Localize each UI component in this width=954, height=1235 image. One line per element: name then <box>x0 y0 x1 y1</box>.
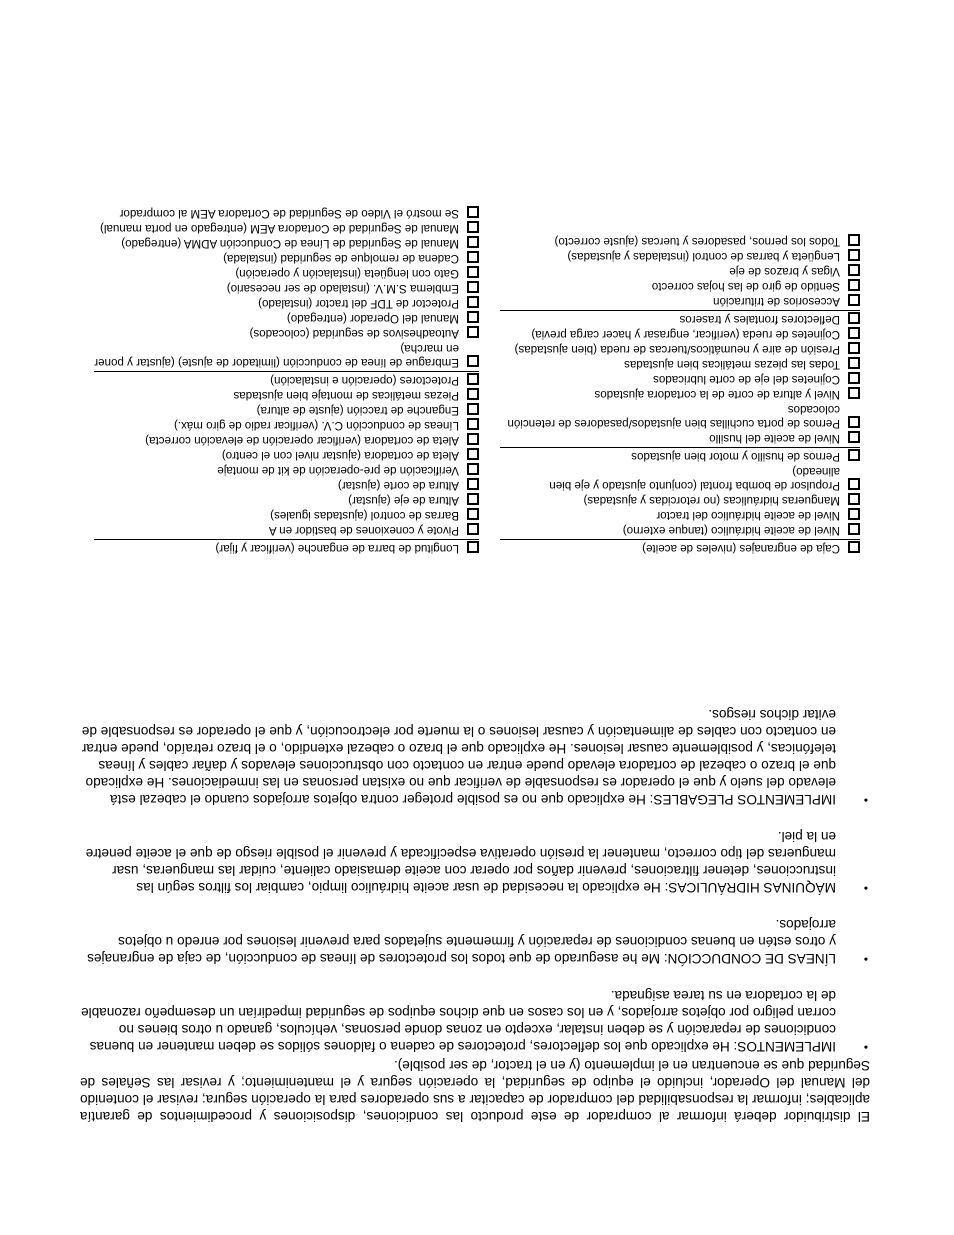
checkbox-icon[interactable] <box>467 266 479 278</box>
checkbox-icon[interactable] <box>467 403 479 415</box>
safety-bullet-text: IMPLEMENTOS PLEGABLES: He explicado que no es posible proteger contra objetos arrojados cuando el cabezal está elevado del suelo y que el operador es responsable de verificar que no existan personas en las inmediaciones. He explicado que el brazo o cabezal de cortadora elevado puede entrar en contacto con obstrucciones elevados y dañar cables y líneas telefónicas, y posiblemente causar lesiones. He explicado que el brazo o cabezal extendido, o el brazo retraído, puede entrar en contacto con cables de alimentación y causar lesiones o la muerte por electrocución, y que el operador es responsable de evitar dichos riesgos. <box>81 707 836 807</box>
checklist-item-label: Sentido de giro de las hojas correcto <box>651 280 840 293</box>
checkbox-icon[interactable] <box>848 478 860 490</box>
bullet-dot-icon: • <box>863 1040 868 1054</box>
checklist-group <box>94 206 479 387</box>
checklist-item[interactable] <box>500 342 860 356</box>
checkbox-icon[interactable] <box>467 388 479 400</box>
checklist-item[interactable] <box>500 234 860 248</box>
checklist-item-label: Vigas y brazos de eje <box>729 265 840 278</box>
checkbox-icon[interactable] <box>848 342 860 354</box>
checklist-item-label: Manual de Seguridad de Línea de Conducción ADMA (entregado) <box>121 237 459 250</box>
checklist-item-label: Pernos de porta cuchillas bien ajustados/pasadores de retención colocados <box>507 403 840 430</box>
checklist-item-label: Verificación de pre-operación de kit de montaje <box>217 464 459 477</box>
checklist-item-label: Aleta de cortadora (ajustar nivel con el centro) <box>221 449 459 462</box>
checkbox-icon[interactable] <box>848 372 860 384</box>
checklist-item-label: Protector de TDF del tractor (instalado) <box>258 297 459 310</box>
checklist-item-label: Altura de eje (ajustar) <box>348 494 459 507</box>
checkbox-icon[interactable] <box>848 357 860 369</box>
checklist-column-left <box>500 233 860 555</box>
safety-bullet-text: IMPLEMENTOS: He explicado que los deflectores, protectores de cadena o faldones sólidos se deben mantener en buenas condiciones de reparación y se deben instalar, excepto en zonas donde personas, vehículos, ganado u otros bienes no corran peligro por objetos arrojados, y en los casos en que dichos equipos de seguridad impedirían un desempeño razonable de la cortadora en su tarea asignada. <box>81 988 836 1054</box>
safety-bullet <box>80 916 870 967</box>
checkbox-icon[interactable] <box>848 508 860 520</box>
bullet-dot-icon: • <box>863 952 868 966</box>
checklist-item[interactable] <box>94 281 479 295</box>
checkbox-icon[interactable] <box>467 541 479 553</box>
checkbox-icon[interactable] <box>467 326 479 338</box>
checklist-group <box>500 327 860 463</box>
checklist-item-label: Cojinetes del eje de corte lubricados <box>653 373 840 386</box>
checklist-item-label: Presión de aire y neumáticos/tuercas de rueda (bien ajustadas) <box>514 343 840 356</box>
checklist-item[interactable] <box>500 357 860 371</box>
checkbox-icon[interactable] <box>848 234 860 246</box>
checkbox-icon[interactable] <box>467 463 479 475</box>
checklist-item[interactable] <box>94 311 479 325</box>
checklist-item[interactable] <box>94 341 479 369</box>
safety-bullet <box>80 828 870 896</box>
checklist-item[interactable] <box>500 508 860 522</box>
checklist-item[interactable] <box>94 266 479 280</box>
checkbox-icon[interactable] <box>467 373 479 385</box>
checklist-item[interactable] <box>94 508 479 522</box>
bullet-dot-icon: • <box>863 881 868 895</box>
checklist-item-label: Nivel de aceite del husillo <box>709 432 840 445</box>
checkbox-icon[interactable] <box>467 508 479 520</box>
checklist-item-label: Todas las piezas metálicas bien ajustadas <box>624 358 840 371</box>
checklist-item[interactable] <box>500 279 860 293</box>
checklist-item[interactable] <box>94 463 479 477</box>
checkbox-icon[interactable] <box>848 312 860 324</box>
checklist-group-header[interactable] <box>500 310 860 326</box>
checklist-item-label: Enganche de tracción (ajuste de altura) <box>256 404 459 417</box>
checkbox-icon[interactable] <box>848 327 860 339</box>
checklist-item-label: Caja de engranajes (niveles de aceite) <box>642 542 840 555</box>
checkbox-icon[interactable] <box>467 523 479 535</box>
checklist-item[interactable] <box>94 433 479 447</box>
checklist-item-label: Deflectores frontales y traseros <box>679 313 840 326</box>
checklist-item[interactable] <box>500 264 860 278</box>
checklist-item-label: Embrague de línea de conducción (limitador de ajuste) (ajustar y poner en marcha) <box>94 342 459 369</box>
checklist-item-label: Manual de Seguridad de Cortadora AEM (entregado en porta manual) <box>100 222 459 235</box>
checkbox-icon[interactable] <box>467 281 479 293</box>
checkbox-icon[interactable] <box>467 433 479 445</box>
checklist-item-label: Pivote y conexiones de bastidor en A <box>268 524 459 537</box>
safety-bullet-list <box>80 686 870 1055</box>
checklist-item-label: Autoadhesivos de seguridad (colocados) <box>249 327 459 340</box>
checklist-item[interactable] <box>500 464 860 492</box>
checklist-item[interactable] <box>94 221 479 235</box>
intro-paragraph: El distribuidor deberá informar al comprador de este producto las condiciones, disposiciones y procedimientos de garantía aplicables; informar la responsabilidad del comprador de capacitar a sus operadores para la operación segura; revisar el contenido del Manual del Operador, incluido el equipo de seguridad, la operación segura y el mantenimiento; y revisar las Señales de Seguridad que se encuentran en el implemento (y en el tractor, de ser posible). <box>80 1058 870 1124</box>
checklist-group <box>500 234 860 326</box>
checklist-item[interactable] <box>500 523 860 537</box>
checklist-item[interactable] <box>500 294 860 308</box>
checkbox-icon[interactable] <box>848 449 860 461</box>
checklist-item-label: Accesorios de trituración <box>713 295 840 308</box>
checklist-group <box>94 388 479 555</box>
checklist-item-label: Mangueras hidráulicas (no retorcidas y ajustadas) <box>583 494 840 507</box>
checklist-item[interactable] <box>500 249 860 263</box>
checkbox-icon[interactable] <box>848 249 860 261</box>
checklist-group <box>500 464 860 555</box>
safety-bullet-text: LÍNEAS DE CONDUCCIÓN: Me he asegurado de que todos los protectores de líneas de conducción, de caja de engranajes y otros estén en buenas condiciones de reparación y firmemente sujetados para prevenir lesiones por enredo u objetos arrojados. <box>87 917 836 966</box>
checklist-item-label: Gato con lengüeta (instalación y operación) <box>235 267 459 280</box>
checklist-item-label: Longitud de barra de enganche (verificar y fijar) <box>215 542 459 555</box>
bullet-dot-icon: • <box>863 793 868 807</box>
checklist-column-right <box>94 205 479 555</box>
checklist-item-label: Cadena de remolque de seguridad (instalada) <box>223 252 459 265</box>
checklist-item[interactable] <box>94 418 479 432</box>
checklist-item-label: Propulsor de bomba frontal (conjunto ajustado y eje bien alineado) <box>549 465 840 492</box>
checklist-item-label: Emblema S.M.V. (instalado de ser necesario) <box>226 282 459 295</box>
safety-bullet <box>80 987 870 1055</box>
checklist-item-label: Pernos de husillo y motor bien ajustados <box>631 450 840 463</box>
checklist-item-label: Protectores (operación e instalación) <box>270 374 459 387</box>
safety-bullet-text: MÁQUINAS HIDRÁULICAS: He explicado la necesidad de usar aceite hidráulico limpio, cambiar los filtros según las instrucciones, detener filtraciones, prevenir daños por operar con aceite demasiado caliente, cuidar las mangueras, usar mangueras del tipo correcto, mantener la presión operativa especificada y prevenir el posible riesgo de que el aceite penetre en la piel. <box>85 829 836 895</box>
checklist-item-label: Piezas metálicas de montaje bien ajustadas <box>233 389 459 402</box>
checklist-item-label: Se mostró el Video de Seguridad de Cortadora AEM al comprador <box>119 207 459 220</box>
checklist-item[interactable] <box>500 493 860 507</box>
checklist-item-label: Todos los pernos, pasadores y tuercas (ajuste correcto) <box>554 235 840 248</box>
checklist-item[interactable] <box>94 326 479 340</box>
checkbox-icon[interactable] <box>848 387 860 399</box>
checkbox-icon[interactable] <box>848 279 860 291</box>
checklist-item[interactable] <box>94 251 479 265</box>
checklist-item-label: Nivel y altura de corte de la cortadora ajustados <box>594 388 840 401</box>
checklist-item-label: Nivel de aceite hidráulico (tanque externo) <box>622 524 840 537</box>
checklist-item[interactable] <box>94 388 479 402</box>
checklist-item-label: Cojinetes de rueda (verificar, engrasar y hacer carga previa) <box>531 328 840 341</box>
checklist-item-label: Nivel de aceite hidráulico del tractor <box>656 509 840 522</box>
checkbox-icon[interactable] <box>848 431 860 443</box>
checklist-item[interactable] <box>500 372 860 386</box>
safety-bullet <box>80 706 870 808</box>
checkbox-icon[interactable] <box>467 206 479 218</box>
checklist-item-label: Aleta de cortadora (verificar operación de elevación correcta) <box>145 434 459 447</box>
checklist-item[interactable] <box>94 236 479 250</box>
checkbox-icon[interactable] <box>467 355 479 367</box>
checklist-item[interactable] <box>94 296 479 310</box>
checkbox-icon[interactable] <box>848 294 860 306</box>
checklist-item[interactable] <box>94 403 479 417</box>
checkbox-icon[interactable] <box>467 478 479 490</box>
checklist-item[interactable] <box>94 448 479 462</box>
checklist-item-label: Barras de control (ajustadas iguales) <box>270 509 459 522</box>
checkbox-icon[interactable] <box>467 493 479 505</box>
checkbox-icon[interactable] <box>467 251 479 263</box>
checklist-group-header[interactable] <box>94 371 479 387</box>
checkbox-icon[interactable] <box>467 236 479 248</box>
checklist-group-header[interactable] <box>500 539 860 555</box>
checklist-group-header[interactable] <box>500 447 860 463</box>
checkbox-icon[interactable] <box>467 296 479 308</box>
checklist-item[interactable] <box>500 327 860 341</box>
checklist-item[interactable] <box>500 431 860 445</box>
checklist-item-label: Manual del Operador (entregado) <box>286 312 459 325</box>
checkbox-icon[interactable] <box>467 418 479 430</box>
checkbox-icon[interactable] <box>848 523 860 535</box>
checkbox-icon[interactable] <box>848 264 860 276</box>
checkbox-icon[interactable] <box>848 541 860 553</box>
checkbox-icon[interactable] <box>467 311 479 323</box>
checklist-item[interactable] <box>94 206 479 220</box>
checkbox-icon[interactable] <box>848 493 860 505</box>
checklist-item-label: Líneas de conducción C.V. (verificar radio de giro máx.) <box>173 419 459 432</box>
checklist-item-label: Altura de corte (ajustar) <box>337 479 459 492</box>
checklist-item[interactable] <box>94 478 479 492</box>
checkbox-icon[interactable] <box>848 416 860 428</box>
checkbox-icon[interactable] <box>467 221 479 233</box>
checklist-item[interactable] <box>94 493 479 507</box>
checklist-item[interactable] <box>94 523 479 537</box>
checklist-item[interactable] <box>500 402 860 430</box>
checklist-item-label: Lengüeta y barras de control (instaladas y ajustadas) <box>567 250 840 263</box>
checklist-item[interactable] <box>500 387 860 401</box>
checklist-group-header[interactable] <box>94 539 479 555</box>
checkbox-icon[interactable] <box>467 448 479 460</box>
